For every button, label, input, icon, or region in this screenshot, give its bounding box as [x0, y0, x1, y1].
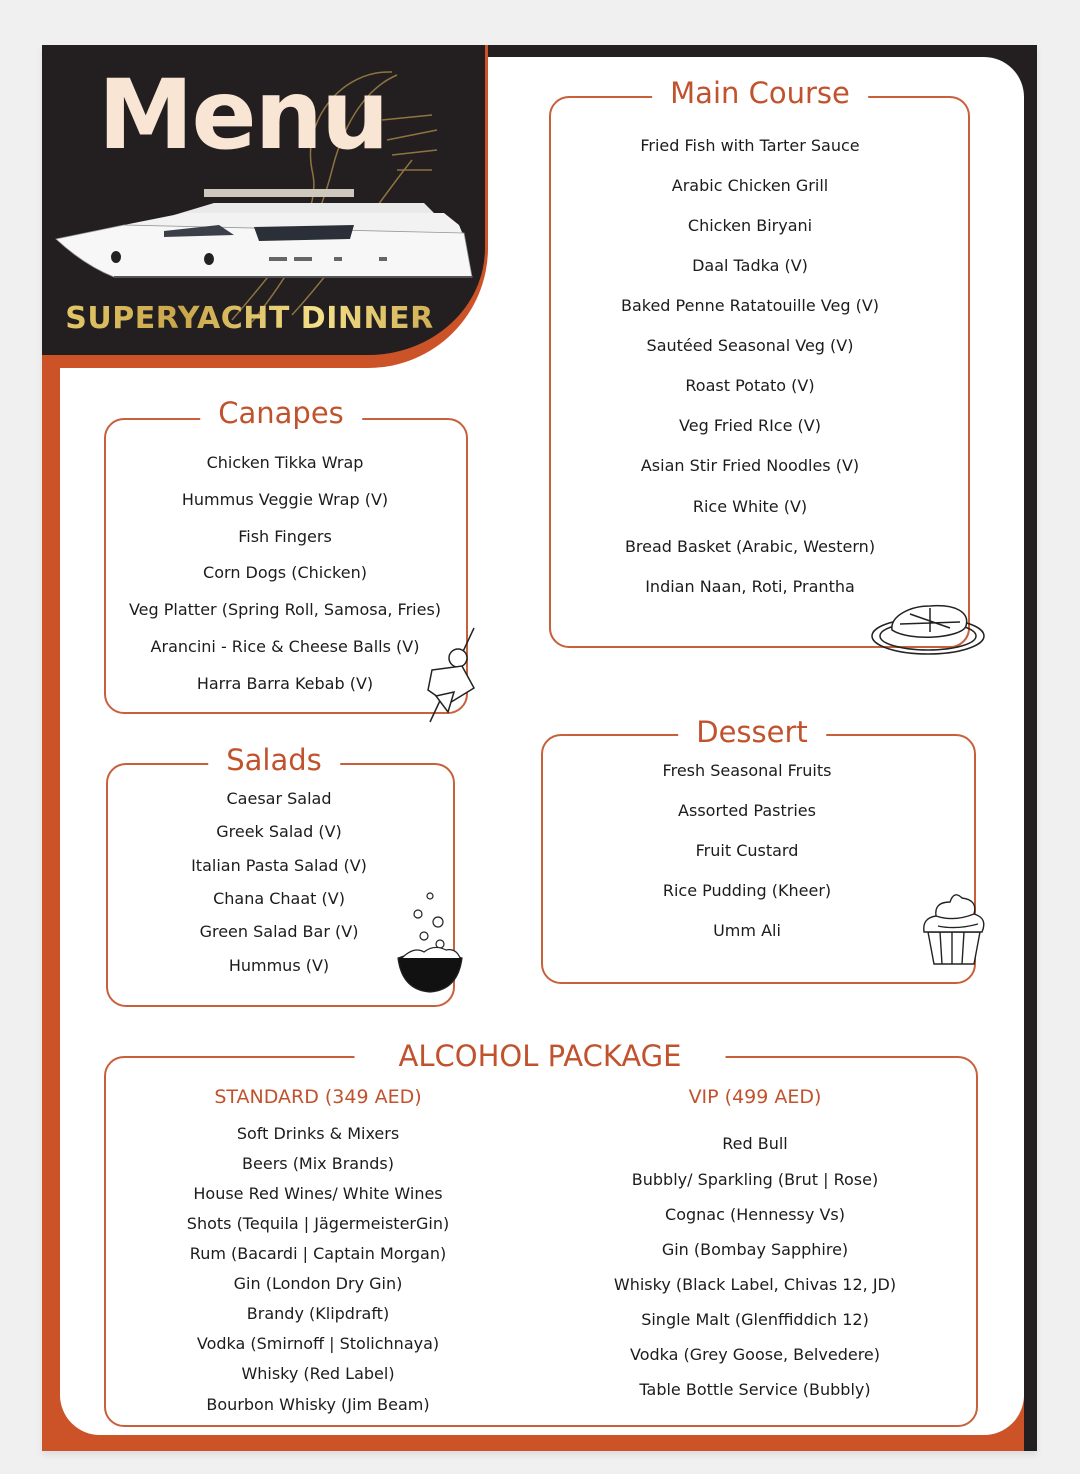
menu-item: Asian Stir Fried Noodles (V): [640, 456, 860, 475]
cupcake-icon: [918, 888, 990, 968]
drink-item: Soft Drinks & Mixers: [236, 1124, 400, 1143]
menu-item: Greek Salad (V): [216, 822, 342, 841]
superyacht-dinner-subtitle: SUPERYACHT DINNER: [42, 301, 457, 336]
skewer-canape-icon: [418, 626, 480, 726]
menu-item: Chicken Tikka Wrap: [206, 453, 364, 472]
drink-item: Cognac (Hennessy Vs): [665, 1205, 845, 1224]
yacht-image: [54, 185, 474, 295]
drink-item: House Red Wines/ White Wines: [193, 1184, 443, 1203]
menu-item: Veg Platter (Spring Roll, Samosa, Fries): [128, 600, 442, 619]
canapes-title: Canapes: [200, 396, 362, 430]
drink-item: Whisky (Black Label, Chivas 12, JD): [613, 1275, 897, 1294]
menu-item: Rice Pudding (Kheer): [662, 881, 832, 900]
menu-item: Arancini - Rice & Cheese Balls (V): [150, 637, 420, 656]
drink-item: Vodka (Grey Goose, Belvedere): [629, 1345, 881, 1364]
menu-item: Assorted Pastries: [678, 801, 816, 820]
menu-item: Bread Basket (Arabic, Western): [624, 537, 876, 556]
main-course-title: Main Course: [652, 76, 868, 110]
header-banner: [42, 45, 488, 368]
drink-item: Single Malt (Glenffiddich 12): [641, 1310, 869, 1329]
menu-item: Chana Chaat (V): [213, 889, 345, 908]
menu-item: Caesar Salad: [226, 789, 332, 808]
menu-item: Indian Naan, Roti, Prantha: [645, 577, 855, 596]
menu-item: Harra Barra Kebab (V): [196, 674, 374, 693]
drink-item: Bubbly/ Sparkling (Brut | Rose): [631, 1170, 879, 1189]
menu-item: Baked Penne Ratatouille Veg (V): [620, 296, 880, 315]
alcohol-package-title: ALCOHOL PACKAGE: [355, 1039, 726, 1073]
menu-item: Veg Fried RIce (V): [679, 416, 821, 435]
drink-item: Gin (Bombay Sapphire): [661, 1240, 849, 1259]
menu-item: Green Salad Bar (V): [199, 922, 359, 941]
menu-item: Corn Dogs (Chicken): [203, 563, 367, 582]
dessert-title: Dessert: [678, 715, 826, 749]
menu-item: Fish Fingers: [238, 527, 332, 546]
drink-item: Table Bottle Service (Bubbly): [639, 1380, 871, 1399]
vip-package-heading: VIP (499 AED): [688, 1086, 822, 1108]
drink-item: Whisky (Red Label): [241, 1364, 395, 1383]
drink-item: Shots (Tequila | JägermeisterGin): [186, 1214, 450, 1233]
menu-item: Roast Potato (V): [685, 376, 815, 395]
menu-item: Italian Pasta Salad (V): [191, 856, 367, 875]
menu-item: Chicken Biryani: [687, 216, 813, 235]
plate-food-icon: [870, 598, 990, 660]
drink-item: Rum (Bacardi | Captain Morgan): [189, 1244, 447, 1263]
drink-item: Red Bull: [722, 1134, 788, 1153]
menu-item: Fresh Seasonal Fruits: [662, 761, 832, 780]
drink-item: Vodka (Smirnoff | Stolichnaya): [196, 1334, 440, 1353]
menu-title: Menu: [98, 59, 388, 171]
menu-item: Hummus Veggie Wrap (V): [181, 490, 389, 509]
drink-item: Gin (London Dry Gin): [233, 1274, 403, 1293]
menu-item: Daal Tadka (V): [692, 256, 808, 275]
salad-bowl-icon: [394, 886, 466, 1002]
standard-package-heading: STANDARD (349 AED): [214, 1086, 422, 1108]
menu-item: Fried Fish with Tarter Sauce: [640, 136, 860, 155]
menu-item: Hummus (V): [228, 956, 330, 975]
menu-item: Sautéed Seasonal Veg (V): [646, 336, 854, 355]
drink-item: Brandy (Klipdraft): [246, 1304, 390, 1323]
menu-item: Arabic Chicken Grill: [671, 176, 829, 195]
menu-item: Rice White (V): [692, 497, 808, 516]
drink-item: Beers (Mix Brands): [242, 1154, 394, 1173]
drink-item: Bourbon Whisky (Jim Beam): [206, 1395, 430, 1414]
salads-title: Salads: [208, 743, 340, 777]
menu-item: Umm Ali: [713, 921, 781, 940]
menu-item: Fruit Custard: [695, 841, 799, 860]
